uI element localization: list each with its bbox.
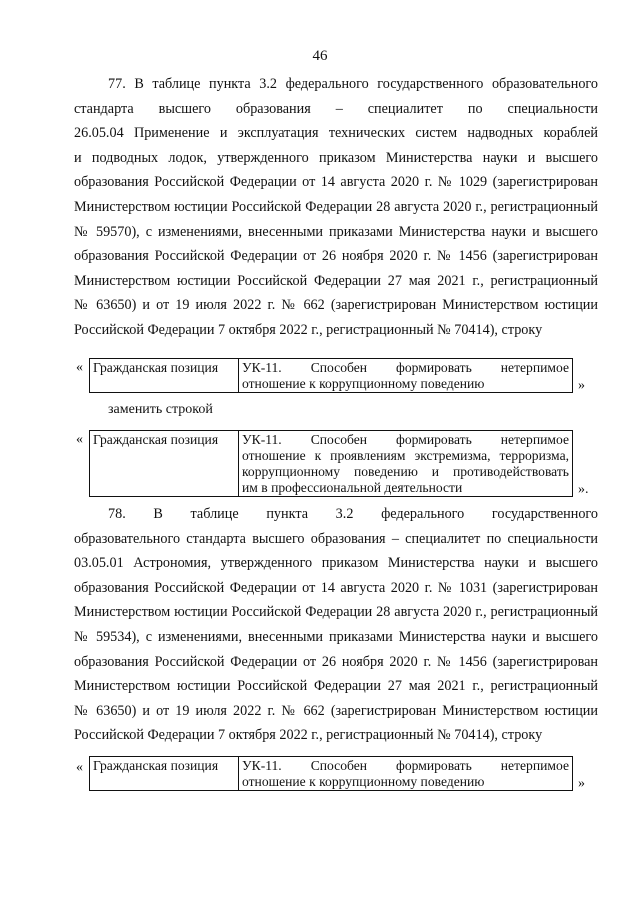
- text-line: образовательного стандарта высшего образования – специалитет по специальности: [74, 530, 598, 547]
- text-line: образования Российской Федерации от 26 ноября 2020 г. № 1456 (зарегистрирован: [74, 653, 598, 670]
- cell-line: УК-11. Способен формировать нетерпимое: [242, 758, 569, 773]
- text-line: Министерством юстиции Российской Федерации 27 мая 2021 г., регистрационный: [74, 678, 598, 695]
- open-quote: «: [76, 760, 83, 775]
- text-line: № 63650) и от 19 июля 2022 г. № 662 (зарегистрирован Министерством юстиции: [74, 702, 598, 719]
- close-quote: »: [578, 378, 585, 393]
- text-line: образования Российской Федерации от 14 августа 2020 г. № 1029 (зарегистрирован: [74, 174, 598, 191]
- text-line: стандарта высшего образования – специалитет по специальности: [74, 100, 598, 117]
- text-line: Министерством юстиции Российской Федерации 28 августа 2020 г., регистрационный: [74, 198, 598, 215]
- item-77-new-row-table: [89, 430, 573, 497]
- text-line: 26.05.04 Применение и эксплуатация технических систем надводных кораблей: [74, 125, 598, 142]
- item-77-paragraph: [74, 72, 598, 343]
- replace-with-label: заменить строкой: [108, 402, 213, 417]
- text-line: № 63650) и от 19 июля 2022 г. № 662 (зарегистрирован Министерством юстиции: [74, 297, 598, 314]
- cell-line: отношение к коррупционному поведению: [242, 774, 485, 789]
- cell-line: им в профессиональной деятельности: [242, 480, 463, 495]
- text-line: и подводных лодок, утвержденного приказом Министерства науки и высшего: [74, 149, 598, 166]
- open-quote: «: [76, 432, 83, 447]
- text-line: Российской Федерации 7 октября 2022 г., регистрационный № 70414), строку: [74, 727, 543, 744]
- text-line: 03.05.01 Астрономия, утвержденного приказом Министерства науки и высшего: [74, 555, 598, 572]
- cell-line: отношение к коррупционному поведению: [242, 376, 485, 391]
- table-row: [90, 431, 573, 497]
- text-line: Министерством юстиции Российской Федерации 28 августа 2020 г., регистрационный: [74, 604, 598, 621]
- competence-category-cell: Гражданская позиция: [90, 359, 239, 393]
- competence-description-cell: [239, 431, 573, 497]
- text-line: № 59570), с изменениями, внесенными приказами Министерства науки и высшего: [74, 223, 598, 240]
- text-line: Министерством юстиции Российской Федерации 27 мая 2021 г., регистрационный: [74, 272, 598, 289]
- text-line: образования Российской Федерации от 14 августа 2020 г. № 1031 (зарегистрирован: [74, 579, 598, 596]
- cell-line: УК-11. Способен формировать нетерпимое: [242, 360, 569, 375]
- text-line: 78. В таблице пункта 3.2 федерального государственного: [108, 506, 598, 522]
- competence-description-cell: [239, 757, 573, 791]
- text-line: образования Российской Федерации от 26 ноября 2020 г. № 1456 (зарегистрирован: [74, 248, 598, 265]
- page-number: 46: [312, 48, 328, 64]
- competence-category-cell: Гражданская позиция: [90, 757, 239, 791]
- text-line: № 59534), с изменениями, внесенными приказами Министерства науки и высшего: [74, 628, 598, 645]
- item-78-old-row-table: [89, 756, 573, 791]
- cell-line: отношение к проявлениям экстремизма, терроризма,: [242, 448, 569, 463]
- cell-line: УК-11. Способен формировать нетерпимое: [242, 432, 569, 447]
- close-quote-period: ».: [578, 482, 589, 497]
- text-line: Российской Федерации 7 октября 2022 г., регистрационный № 70414), строку: [74, 321, 543, 338]
- text-line: 77. В таблице пункта 3.2 федерального государственного образовательного: [108, 76, 598, 92]
- competence-description-cell: [239, 359, 573, 393]
- open-quote: «: [76, 360, 83, 375]
- item-78-paragraph: [74, 502, 598, 748]
- table-row: [90, 757, 573, 791]
- item-77-old-row-table: [89, 358, 573, 393]
- competence-category-cell: Гражданская позиция: [90, 431, 239, 497]
- table-row: [90, 359, 573, 393]
- cell-line: коррупционному поведению и противодействовать: [242, 464, 569, 479]
- close-quote: »: [578, 776, 585, 791]
